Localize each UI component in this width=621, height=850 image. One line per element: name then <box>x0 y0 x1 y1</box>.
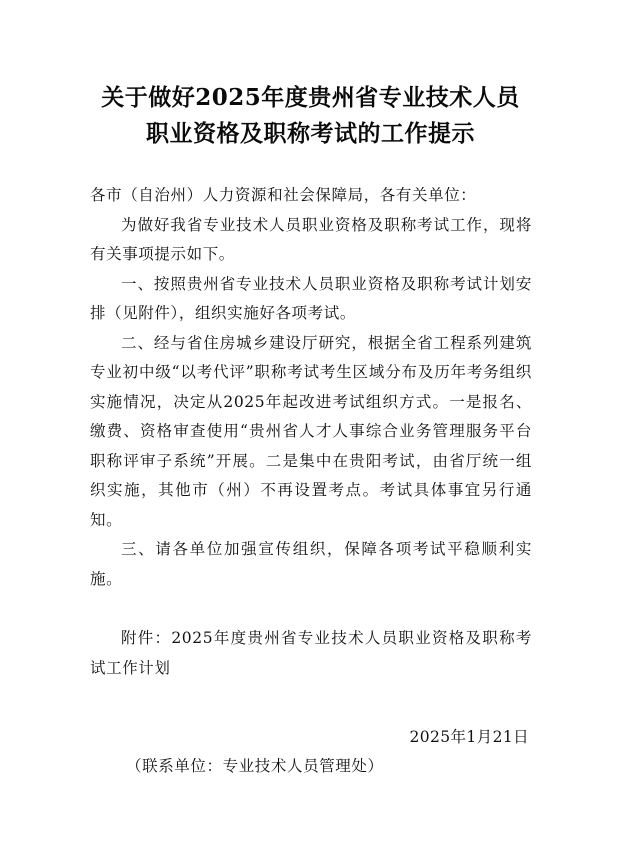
item-2-paragraph: 二、经与省住房城乡建设厅研究，根据全省工程系列建筑专业初中级“以考代评”职称考试考生区域分布及历年考务组织实施情况，决定从2025年起改进考试组织方式。一是报名、缴费、资格审查使用“贵州省人才人事综合业务管理服务平台职称评审子系统”开展。二是集中在贵阳考试，由省厅统一组织实施，其他市（州）不再设置考点。考试具体事宜另行通知。 <box>90 333 532 529</box>
item-3-paragraph: 三、请各单位加强宣传组织，保障各项考试平稳顺利实施。 <box>90 540 532 588</box>
intro-paragraph: 为做好我省专业技术人员职业资格及职称考试工作，现将有关事项提示如下。 <box>90 215 532 263</box>
attachment-paragraph: 附件：2025年度贵州省专业技术人员职业资格及职称考试工作计划 <box>90 629 532 677</box>
salutation: 各市（自治州）人力资源和社会保障局，各有关单位： <box>90 186 477 204</box>
document-body <box>90 181 532 683</box>
paragraph-gap <box>90 594 532 624</box>
contact-unit: （联系单位：专业技术人员管理处） <box>126 757 384 775</box>
document-title-line-2: 职业资格及职称考试的工作提示 <box>146 120 475 147</box>
item-1-paragraph: 一、按照贵州省专业技术人员职业资格及职称考试计划安排（见附件），组织实施好各项考试。 <box>90 274 532 322</box>
document-date: 2025年1月21日 <box>409 728 529 746</box>
document-title-line-1: 关于做好2025年度贵州省专业技术人员 <box>101 84 520 111</box>
